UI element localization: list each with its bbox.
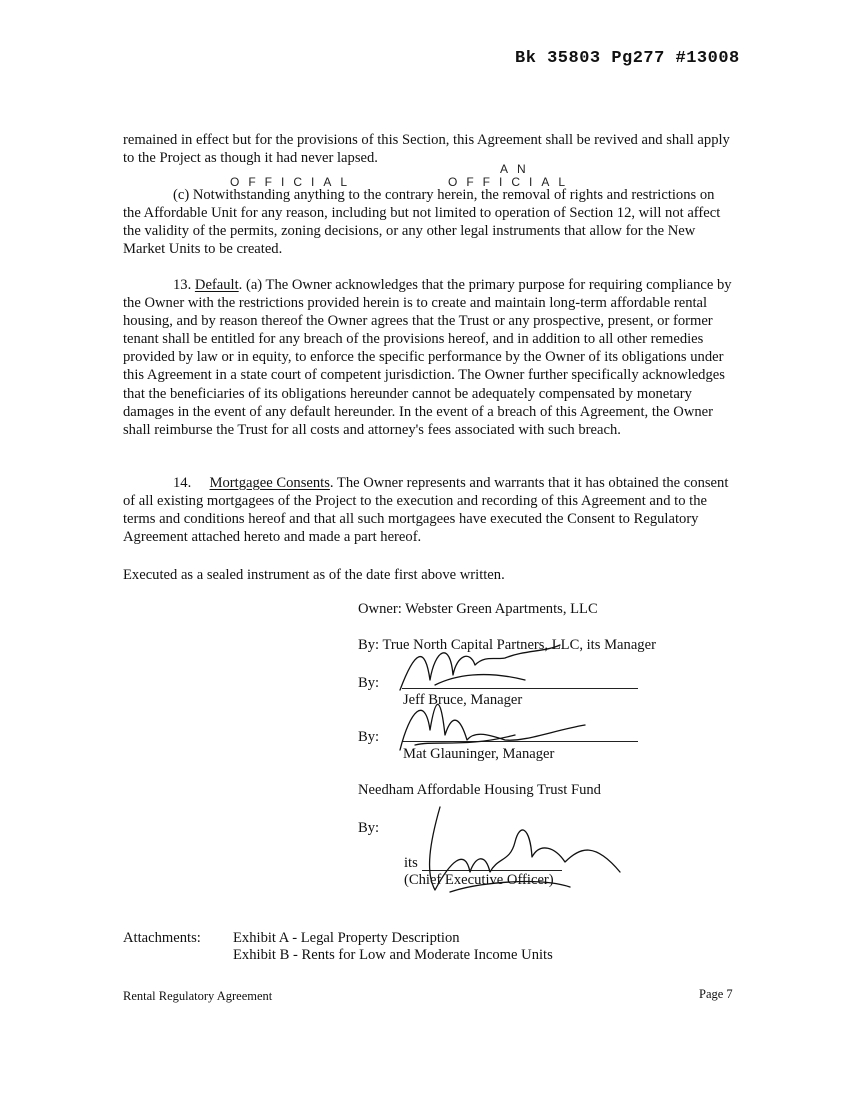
watermark-official-1: OFFICIAL bbox=[230, 175, 357, 189]
owner-manager: By: True North Capital Partners, LLC, its Manager bbox=[358, 637, 656, 653]
owner-name: Owner: Webster Green Apartments, LLC bbox=[358, 601, 598, 617]
attachments-label: Attachments: bbox=[123, 930, 201, 946]
section-14-text: . The Owner represents and warrants that it has obtained the consent of all existing mortgagees of the Project to the execution and recording of this Agreement and to the terms and conditions hereof and that all such mortgagees have executed the Consent to Regulatory Agreement attached hereto and made a part hereof. bbox=[123, 475, 729, 546]
signature-2 bbox=[395, 690, 595, 760]
attachment-exhibit-a: Exhibit A - Legal Property Description bbox=[233, 930, 460, 946]
footer-page-number: Page 7 bbox=[699, 987, 733, 1001]
signer-1-name: Jeff Bruce, Manager bbox=[403, 692, 523, 708]
section-13-text: . (a) The Owner acknowledges that the primary purpose for requiring compliance by the Owner with the restrictions provided herein is to create and maintain long-term affordable rental housing, and by reason thereof the Owner agrees that the Trust or any prospective, present, or former tenant shall be entitled for any breach of the provisions hereof, and in addition to all other remedies provided by law or in equity, to enforce the specific performance by the Owner of its obligations under this Agreement in a state court of competent jurisdiction. The Owner further specifically acknowledges that the beneficiaries of its obligations hereunder cannot be adequately compensated by monetary damages in the event of any default hereunder. In the event of a breach of this Agreement, the Owner shall reimburse the Trust for all costs and attorney's fees associated with such breach. bbox=[123, 277, 732, 438]
footer-doc-title: Rental Regulatory Agreement bbox=[123, 989, 273, 1003]
section-12-end: remained in effect but for the provisions of this Section, this Agreement shall be revived and shall apply to the Project as though it had never lapsed. bbox=[123, 132, 730, 167]
section-13-number: 13. bbox=[173, 277, 192, 293]
watermark-official-2: OFFICIAL bbox=[448, 175, 575, 189]
section-14 bbox=[123, 474, 735, 546]
trust-name: Needham Affordable Housing Trust Fund bbox=[358, 782, 601, 798]
executed-statement: Executed as a sealed instrument as of the date first above written. bbox=[123, 567, 505, 583]
section-13 bbox=[123, 276, 735, 439]
section-13-heading: Default bbox=[194, 277, 239, 293]
by-label-2: By: bbox=[358, 729, 380, 745]
trust-officer-title: (Chief Executive Officer) bbox=[404, 872, 554, 888]
signer-2-name: Mat Glauninger, Manager bbox=[403, 746, 555, 762]
attachment-exhibit-b: Exhibit B - Rents for Low and Moderate Income Units bbox=[233, 947, 553, 963]
by-label-1: By: bbox=[358, 675, 380, 691]
its-label: its bbox=[404, 855, 418, 871]
signature-3 bbox=[420, 802, 640, 897]
section-14-heading: Mortgagee Consents bbox=[209, 475, 330, 491]
section-12c: (c) Notwithstanding anything to the contrary herein, the removal of rights and restrictions on the Affordable Unit for any reason, including but not limited to operation of Section 12, will not affect the validity of the permits, zoning decisions, or any other legal instruments that allow for the New Market Units to be created. bbox=[123, 187, 721, 258]
recording-info: Bk 35803 Pg277 #13008 bbox=[515, 49, 740, 68]
by-label-3: By: bbox=[358, 820, 380, 836]
section-14-number: 14. bbox=[173, 475, 192, 491]
watermark-an: AN bbox=[500, 162, 535, 176]
